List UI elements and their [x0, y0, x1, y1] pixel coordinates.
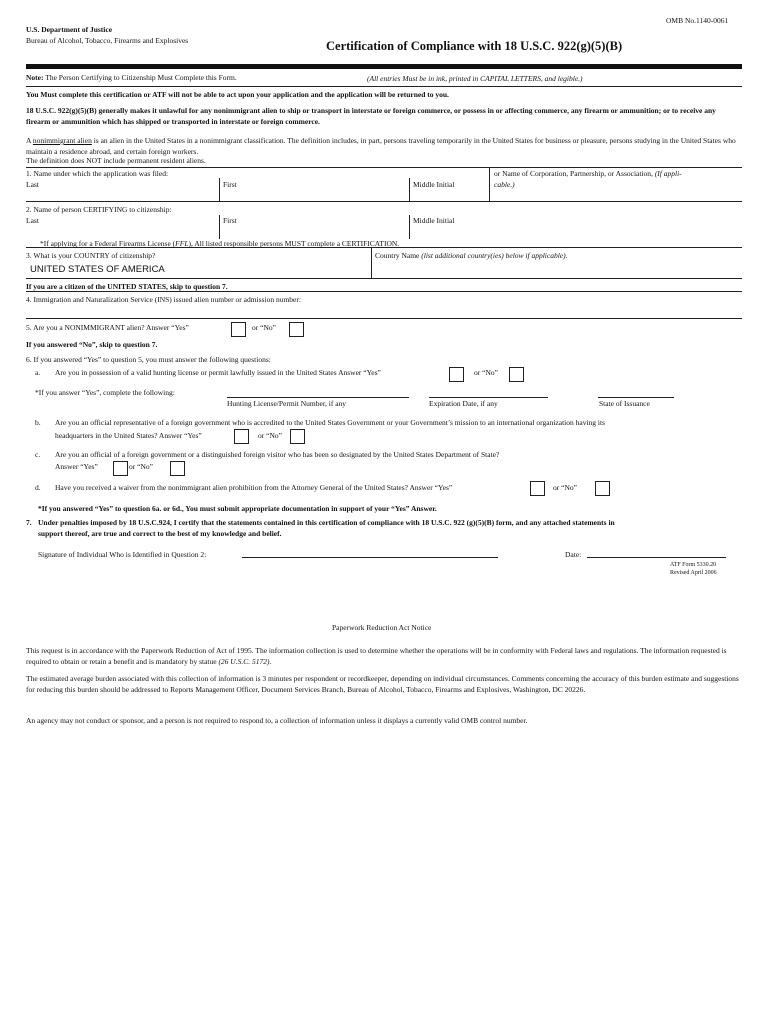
definition-term: nonimmigrant alien: [32, 136, 92, 145]
form-revision: Revised April 2006: [670, 570, 717, 576]
note-right: (All entries Must be in ink, printed in CAPITAL LETTERS, and legible.): [367, 74, 583, 83]
definition-rest: is an alien in the United States in a nonimmigrant classification. The definition includes, in part, persons traveling temporarily in the United States for business or pleasure, persons studying in the United States who maintain a residence abroad, and certain foreign workers.: [26, 136, 736, 156]
ffl-note-ffl: FFL: [175, 239, 189, 248]
q6b-no-checkbox[interactable]: [290, 429, 305, 444]
expiration-date-line[interactable]: [429, 397, 548, 398]
divider: [26, 86, 742, 87]
q2-sep-middle: [409, 215, 410, 239]
bureau-name: Bureau of Alcohol, Tobacco, Firearms and Explosives: [26, 36, 189, 45]
q3-country-italic: (list additional country(ies) below if applicable).: [421, 251, 568, 260]
q1-corp-italic: (If appli-: [654, 169, 682, 178]
q6a-no-checkbox[interactable]: [509, 367, 524, 382]
definition-prefix: A: [26, 136, 33, 145]
q6d-text: Have you received a waiver from the nonimmigrant alien prohibition from the Attorney General of the United States? Answer “Yes”: [55, 483, 453, 492]
q2-label: 2. Name of person CERTIFYING to citizenship:: [26, 205, 172, 214]
skip-to-7: If you are a citizen of the UNITED STATES, skip to question 7.: [26, 282, 228, 291]
q1-corp-italic2: cable.): [494, 180, 515, 189]
q6a-letter: a.: [35, 368, 41, 377]
q1-middle-label: Middle Initial: [413, 180, 455, 189]
note: [26, 73, 237, 82]
q2-sep-first: [219, 215, 220, 239]
state-issuance-label: State of Issuance: [599, 399, 650, 408]
law-text: 18 U.S.C. 922(g)(5)(B) generally makes it unlawful for any nonimmigrant alien to ship or transport in interstate or foreign commerce, or possess in or affecting commerce, any firearm or ammunition; or to receive any firearm or ammunition which has shipped or transported in interstate or foreign commerce.: [26, 106, 716, 126]
q3-sep: [371, 247, 372, 278]
q6-docs-note: *If you answered “Yes” to question 6a. or 6d., You must submit appropriate documentation in support of your “Yes” Answer.: [38, 504, 437, 513]
q5-no-checkbox[interactable]: [289, 322, 304, 337]
ffl-note-b: ), All listed responsible persons MUST complete a CERTIFICATION.: [188, 239, 400, 248]
q1-corp-text: or Name of Corporation, Partnership, or Association,: [494, 169, 653, 178]
q6b-text2: headquarters in the United States? Answer “Yes”: [55, 431, 202, 440]
q5-label: 5. Are you a NONIMMIGRANT alien? Answer “Yes”: [26, 323, 189, 332]
q1-first-label: First: [223, 180, 237, 189]
warning-text: You Must complete this certification or ATF will not be able to act upon your application and the application will be returned to you.: [26, 90, 449, 99]
q3-country-label: [375, 251, 567, 260]
ffl-note-a: *If applying for a Federal Firearms License (: [40, 239, 176, 248]
q1-bottom-line: [26, 201, 742, 202]
q5-yes-checkbox[interactable]: [231, 322, 246, 337]
expiration-date-label: Expiration Date, if any: [429, 399, 498, 408]
paperwork-title: Paperwork Reduction Act Notice: [332, 623, 432, 632]
q6b-yes-checkbox[interactable]: [234, 429, 249, 444]
title-rule: [26, 64, 742, 69]
q3-label: 3. What is your COUNTRY of citizenship?: [26, 251, 156, 260]
q7-text1: Under penalties imposed by 18 U.S.C.924, I certify that the statements contained in this certification of compliance with 18 U.S.C. 922 (g)(5)(B) form, and any attached statements in: [38, 518, 615, 527]
q2-last-label: Last: [26, 216, 39, 225]
paperwork-p1: [26, 645, 742, 667]
signature-label: Signature of Individual Who is Identified in Question 2:: [38, 550, 207, 559]
q4-label: 4. Immigration and Naturalization Service (INS) issued alien number or admission number:: [26, 295, 301, 304]
q1-corp-label: [494, 169, 682, 178]
date-label: Date:: [565, 550, 582, 559]
date-line[interactable]: [587, 557, 726, 558]
q1-label: 1. Name under which the application was filed:: [26, 169, 169, 178]
paperwork-p1-cite: (26 U.S.C. 5172).: [218, 657, 272, 666]
q3-country-value[interactable]: UNITED STATES OF AMERICA: [30, 264, 165, 275]
omb-number: OMB No.1140-0061: [666, 16, 729, 25]
q1-top-line: [26, 167, 742, 168]
q6c-text1: Are you an official of a foreign government or a distinguished foreign visitor who has been so designated by the United States Department of State?: [55, 450, 500, 459]
q1-sep-middle: [409, 178, 410, 201]
q6c-or-no: or “No”: [129, 462, 153, 471]
q2-middle-label: Middle Initial: [413, 216, 455, 225]
q7-number: 7.: [26, 518, 32, 527]
q1-sep-corp: [489, 167, 490, 201]
state-issuance-line[interactable]: [598, 397, 674, 398]
q6d-or-no: or “No”: [553, 483, 577, 492]
q6c-yes-checkbox[interactable]: [113, 461, 128, 476]
skip-no: If you answered “No”, skip to question 7.: [26, 340, 158, 349]
q6-label: 6. If you answered “Yes” to question 5, you must answer the following questions:: [26, 355, 271, 364]
q1-sep-first: [219, 178, 220, 201]
q6a-or-no: or “No”: [474, 368, 498, 377]
q6a-text: Are you in possession of a valid hunting license or permit lawfully issued in the United States Answer “Yes”: [55, 368, 381, 377]
paperwork-p2: The estimated average burden associated with this collection of information is 3 minutes per respondent or recordkeeper, depending on individual circumstances. Comments concerning the accuracy of this burden estimate and suggestions for reducing this burden should be addressed to Reports Management Officer, Document Services Branch, Bureau of Alcohol, Tobacco, Firearms and Explosives, Washington, DC 20226.: [26, 674, 739, 694]
q6-if-yes: *If you answer “Yes”, complete the following:: [35, 388, 175, 397]
q6b-letter: b.: [35, 418, 41, 427]
q3-country-text: Country Name: [375, 251, 420, 260]
skip-line: [26, 291, 742, 292]
q6a-yes-checkbox[interactable]: [449, 367, 464, 382]
note-text: The Person Certifying to Citizenship Must Complete this Form.: [45, 73, 237, 82]
definition-line3: The definition does NOT include permanent resident aliens.: [26, 156, 206, 165]
q6b-text1: Are you an official representative of a foreign government who is accredited to the United States Government or your Government’s mission to an international organization having its: [55, 418, 605, 427]
definition-text: [26, 135, 742, 157]
note-label: Note:: [26, 73, 44, 82]
department-name: U.S. Department of Justice: [26, 25, 113, 34]
q6c-no-checkbox[interactable]: [170, 461, 185, 476]
paperwork-p1-text: This request is in accordance with the Paperwork Reduction of Act of 1995. The information collection is used to determine whether the operations will be in conformity with Federal laws and regulations. The information requested is required to obtain or retain a benefit and is mandatory by statue: [26, 646, 727, 666]
q4-bottom-line: [26, 318, 742, 319]
q6d-no-checkbox[interactable]: [595, 481, 610, 496]
form-number: ATF Form 5330.20: [670, 562, 717, 568]
q5-or-no: or “No”: [252, 323, 276, 332]
hunting-license-line[interactable]: [227, 397, 409, 398]
q6d-yes-checkbox[interactable]: [530, 481, 545, 496]
q6d-letter: d.: [35, 483, 41, 492]
paperwork-p3: An agency may not conduct or sponsor, and a person is not required to respond to, a collection of information unless it displays a currently valid OMB control number.: [26, 716, 528, 725]
q2-first-label: First: [223, 216, 237, 225]
q3-bottom-line: [26, 278, 742, 279]
q6c-letter: c.: [35, 450, 41, 459]
form-title: Certification of Compliance with 18 U.S.C. 922(g)(5)(B): [326, 39, 623, 53]
q6c-text2: Answer “Yes”: [55, 462, 98, 471]
signature-line[interactable]: [242, 557, 498, 558]
hunting-license-label: Hunting License/Permit Number, if any: [227, 399, 347, 408]
q7-text2: support thereof, are true and correct to the best of my knowledge and belief.: [38, 529, 282, 538]
q6b-or-no: or “No”: [258, 431, 282, 440]
q2-bottom-line: [26, 247, 742, 248]
q1-last-label: Last: [26, 180, 39, 189]
